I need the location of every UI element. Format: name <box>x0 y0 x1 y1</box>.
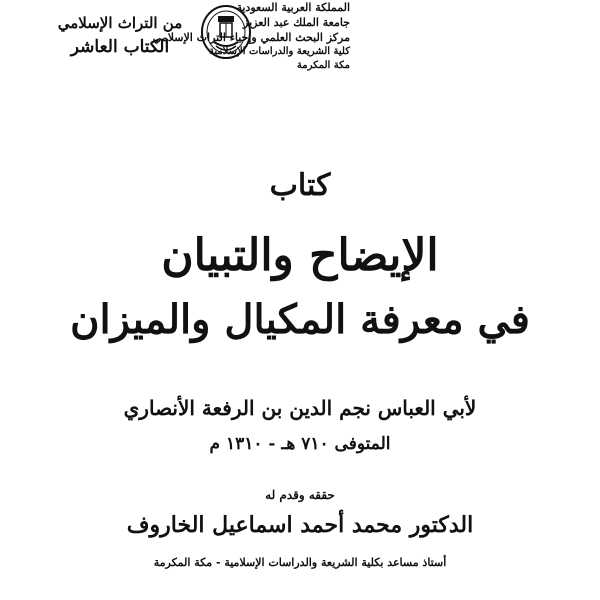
institution-line-5: مكة المكرمة <box>296 60 350 71</box>
book-title-sub: في معرفة المكيال والميزان <box>70 296 530 343</box>
institution-line-1: المملكة العربية السعودية <box>236 1 350 14</box>
series-line-2: الكتاب العاشر <box>70 37 170 57</box>
university-emblem-icon <box>200 4 252 60</box>
series-label <box>35 12 205 60</box>
editor-label: حققه وقدم له <box>265 488 335 502</box>
institution-line-2: جامعة الملك عبد العزيز <box>243 16 350 29</box>
institution-line-3: مركز البحث العلمي وإحياء التراث الإسلامي <box>152 31 350 44</box>
institution-line-4: كلية الشريعة والدراسات الإسلامية <box>208 46 350 57</box>
editor-name: الدكتور محمد أحمد اسماعيل الخاروف <box>126 512 474 538</box>
book-title-main: الإيضاح والتبيان <box>161 230 439 281</box>
book-kitab-label: كتاب <box>269 168 331 203</box>
series-line-1: من التراث الإسلامي <box>57 14 183 32</box>
editor-position: أستاذ مساعد بكلية الشريعة والدراسات الإسلامية - مكة المكرمة <box>153 556 447 569</box>
author-name: لأبي العباس نجم الدين بن الرفعة الأنصاري <box>123 396 477 420</box>
author-death-date: المتوفى ٧١٠ هـ - ١٣١٠ م <box>209 434 391 454</box>
